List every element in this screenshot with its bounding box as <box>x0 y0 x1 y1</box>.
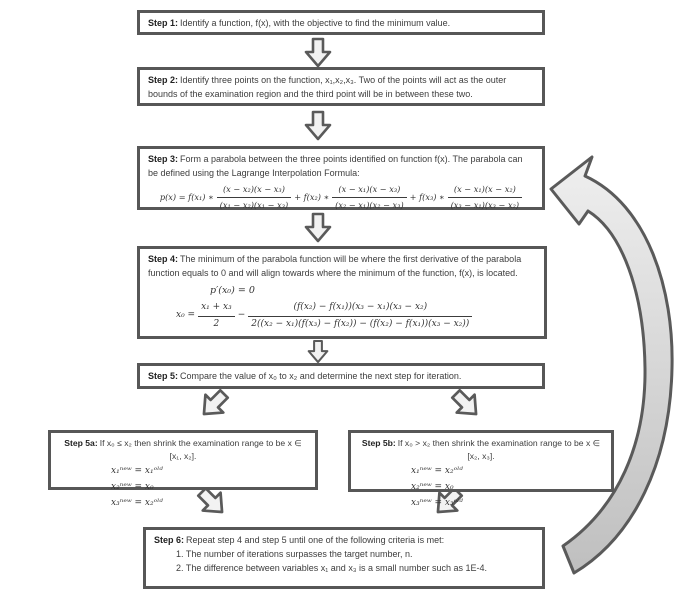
step6-intro <box>154 534 534 548</box>
step4-label: Step 4: <box>148 254 179 264</box>
step5a-equations <box>111 465 307 511</box>
step3-box <box>137 146 545 210</box>
step4-intro <box>148 253 536 281</box>
step5b-eq-3: x₃ⁿᵉʷ = x₃ᵒˡᵈ <box>411 497 463 508</box>
step5b-eq-1: x₁ⁿᵉʷ = x₂ᵒˡᵈ <box>411 465 463 476</box>
step3-intro <box>148 153 534 181</box>
step3-fraction-3: $\frac{\text{(x − x₁)(x − x₂)}}{\text{(x₃ − x₁)(x₃ − x₂)}}$ <box>448 183 523 211</box>
step1-text: Identify a function, f(x), with the objective to find the minimum value. <box>180 18 451 28</box>
step5b-equations <box>411 465 603 511</box>
step1-box <box>137 10 545 35</box>
step5a-box <box>48 430 318 508</box>
step3-text: Form a parabola between the three points identified on function f(x). The parabola can be defined using the Lagrange Interpolation Formula: <box>148 154 523 178</box>
loop-back-arrow <box>551 157 672 573</box>
step6-text: Repeat step 4 and step 5 until one of the following criteria is met: <box>186 535 445 545</box>
step6-box <box>143 527 545 589</box>
step4-fraction-midpoint: $\frac{\text{x₁ + x₃}}{2}$ <box>198 301 235 332</box>
down-arrow-step2-step3 <box>306 112 330 139</box>
step5-label: Step 5: <box>148 371 179 381</box>
step4-derivative-equation: p′(x₀) = 0 <box>210 284 255 296</box>
step5b-eq-2: x₂ⁿᵉʷ = x₀ <box>411 481 454 492</box>
step6-criterion-1: 1. The number of iterations surpasses the target number, n. <box>176 548 413 559</box>
diagonal-arrow-step5-step5a <box>195 385 233 423</box>
step4-minus-sign: − <box>237 310 246 321</box>
step4-fraction-correction: $\frac{\text{(f(x₂) − f(x₁))(x₃ − x₁)(x₃ − x₂)}}{\text{2((x₂ − x₁)(f(x₃) − f(x₂)) − (f(x₂) − f(x₁))(x₃ − x₂))}}$ <box>248 301 472 332</box>
step5a-eq-1: x₁ⁿᵉʷ = x₁ᵒˡᵈ <box>111 465 163 476</box>
step2-label: Step 2: <box>148 75 179 85</box>
step5a-intro <box>59 437 307 464</box>
down-arrow-step4-step5 <box>309 341 328 362</box>
step2-box <box>137 67 545 106</box>
down-arrow-step1-step2 <box>306 39 330 66</box>
step6-label: Step 6: <box>154 535 185 545</box>
step3-label: Step 3: <box>148 154 179 164</box>
step5b-box <box>348 430 614 508</box>
diagonal-arrow-step5-step5b <box>447 385 485 423</box>
down-arrow-step3-step4 <box>306 214 330 241</box>
step5b-label: Step 5b: <box>361 438 396 448</box>
step4-x0-lhs: x₀ = <box>176 310 196 321</box>
step6-criterion-2: 2. The difference between variables x₁ and x₃ is a small number such as 1E-4. <box>176 562 488 573</box>
step3-formula-term3: + f(x₃) ∗ <box>409 191 445 202</box>
step3-formula-term1: p(x) = f(x₁) ∗ <box>159 191 214 202</box>
step4-x0-equation <box>176 301 536 332</box>
step5-text: Compare the value of x₀ to x₂ and determine the next step for iteration. <box>180 371 462 381</box>
step3-fraction-1: $\frac{\text{(x − x₂)(x − x₃)}}{\text{(x₁ − x₂)(x₁ − x₃)}}$ <box>217 183 292 211</box>
step5b-intro <box>359 437 603 464</box>
step2-text: Identify three points on the function, x₁,x₂,x₃. Two of the points will act as the outer bounds of the examination region and the third point will be in between these two. <box>148 75 507 99</box>
step3-formula-term2: + f(x₂) ∗ <box>294 191 330 202</box>
step5a-label: Step 5a: <box>64 438 98 448</box>
step4-text: The minimum of the parabola function will be where the first derivative of the parabola function equals to 0 and will align towards where the minimum of the function, f(x), is located. <box>148 254 522 278</box>
step5-box <box>137 363 545 389</box>
step3-formula <box>148 183 534 211</box>
step5b-text: If x₀ > x₂ then shrink the examination range to be x ∈ [x₂, x₃]. <box>397 438 601 462</box>
step3-fraction-2: $\frac{\text{(x − x₁)(x − x₃)}}{\text{(x₂ − x₁)(x₂ − x₃)}}$ <box>332 183 407 211</box>
step5a-eq-3: x₃ⁿᵉʷ = x₂ᵒˡᵈ <box>111 497 163 508</box>
step4-box <box>137 246 547 339</box>
step5a-text: If x₀ ≤ x₂ then shrink the examination range to be x ∈ [x₁, x₂]. <box>99 438 302 462</box>
step1-label: Step 1: <box>148 18 179 28</box>
step5a-eq-2: x₂ⁿᵉʷ = x₀ <box>111 481 154 492</box>
